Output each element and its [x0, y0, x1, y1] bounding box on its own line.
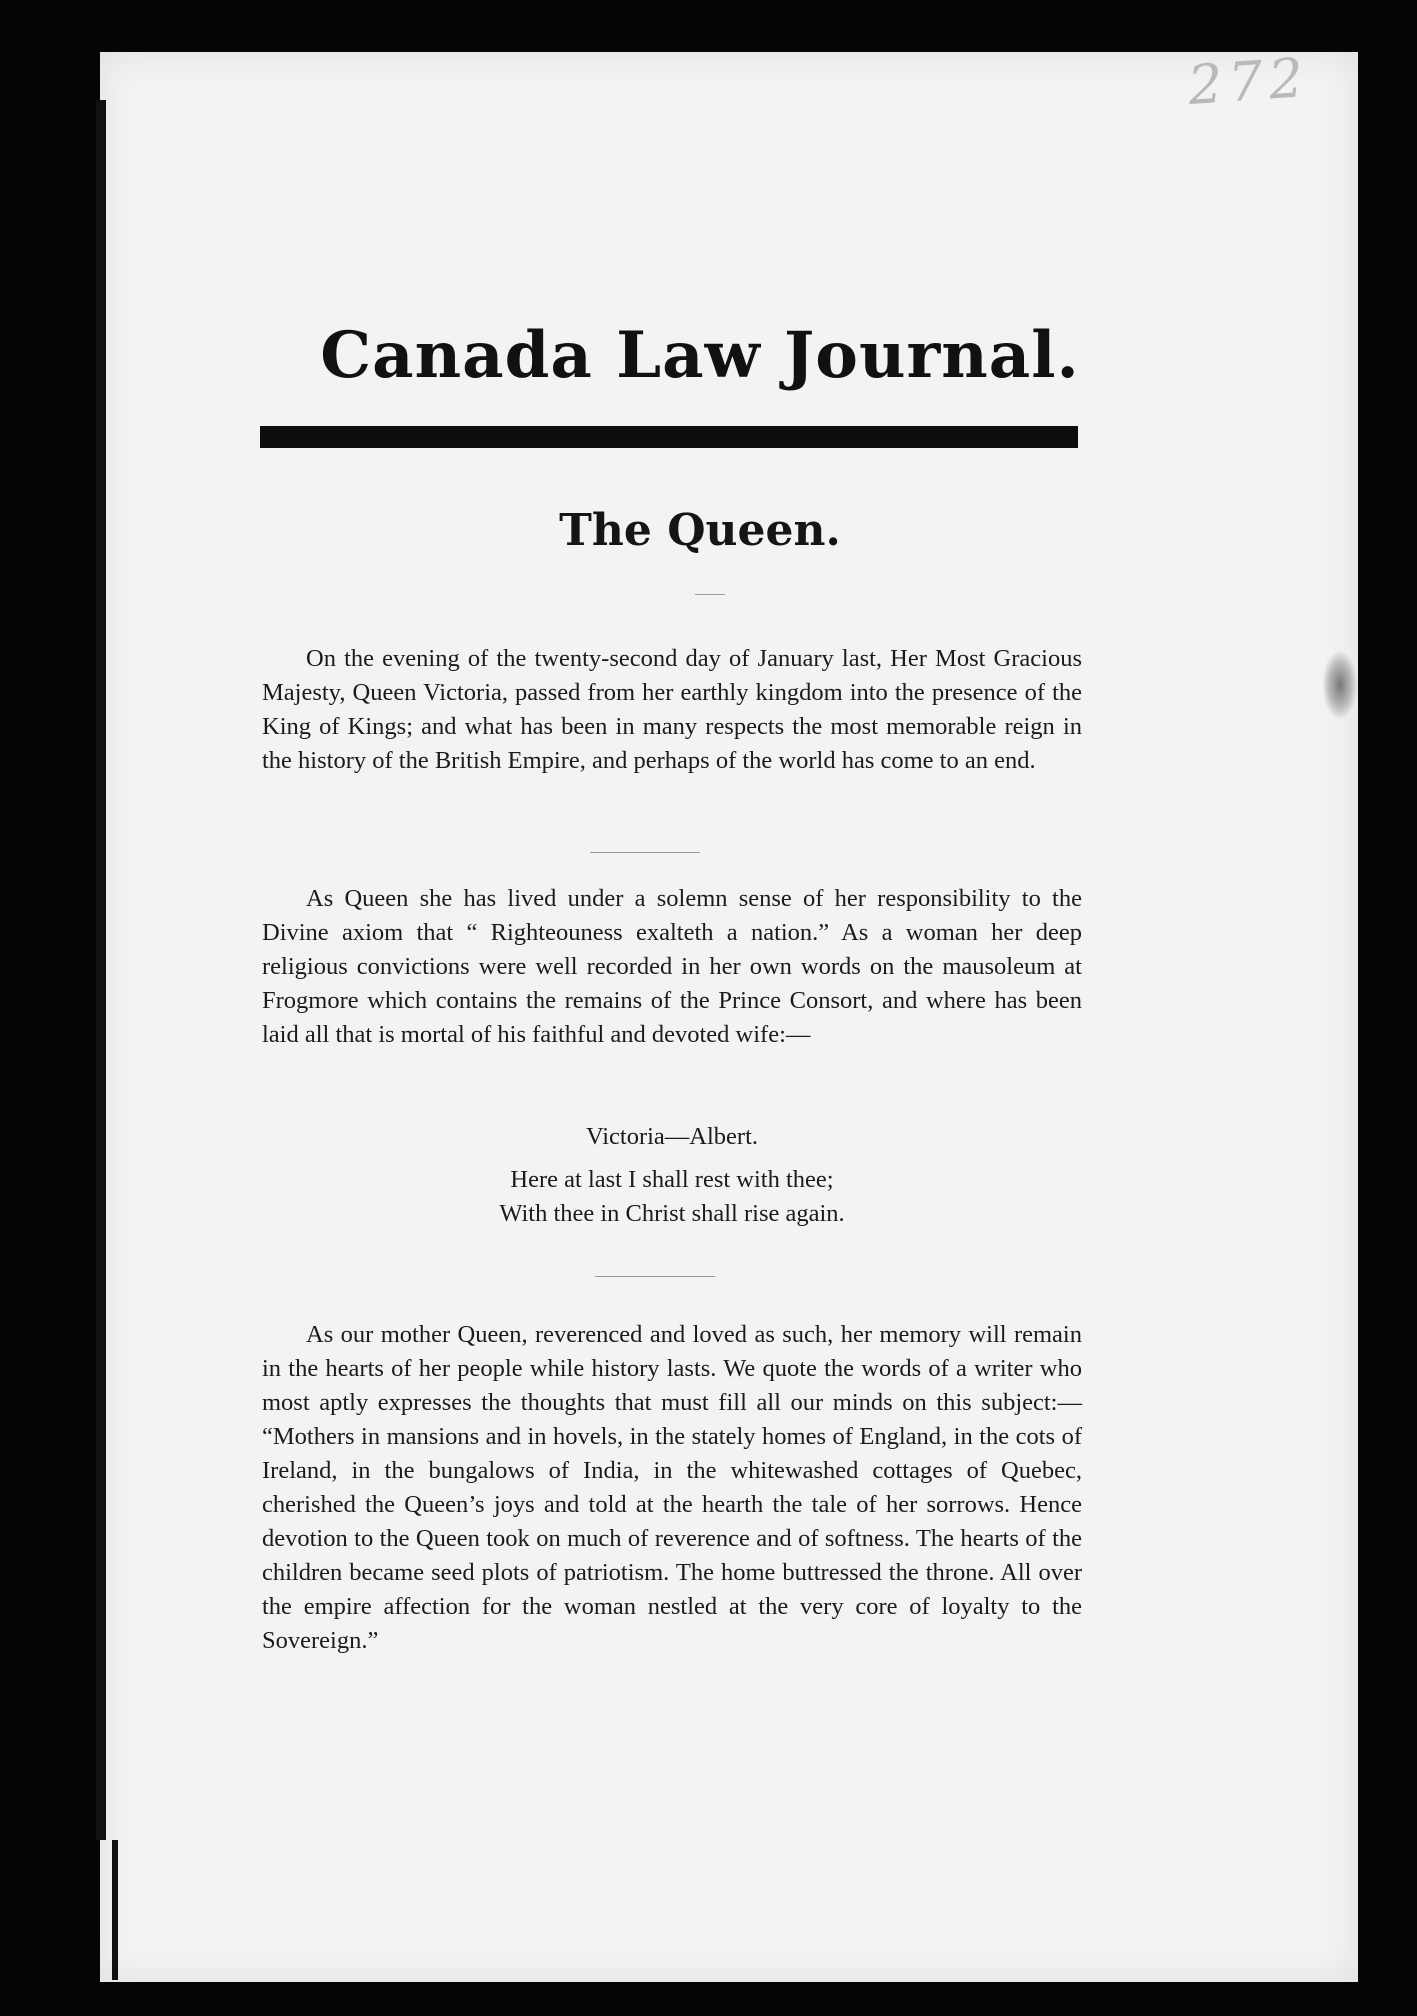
inscription-names: Victoria—Albert. [585, 1123, 758, 1150]
paper-stain [1322, 650, 1358, 720]
article-heading: The Queen. [559, 505, 841, 556]
handwritten-page-number: 272 [1185, 45, 1312, 118]
journal-title: Canada Law Journal. [320, 318, 1080, 393]
inscription-line-1: Here at last I shall rest with thee; [510, 1166, 834, 1193]
inscription-line-2: With thee in Christ shall rise again. [499, 1200, 845, 1227]
title-rule [260, 426, 1078, 448]
separator-rule [590, 852, 700, 853]
separator-rule [695, 594, 725, 595]
article-paragraph-1: On the evening of the twenty-second day of January last, Her Most Gracious Majesty, Queen Victoria, passed from her earthly kingdom into the presence of the King of Kings; and what has been in many respects the most memorable reign in the history of the British Empire, and perhaps of the world has come to an end. [262, 645, 1082, 774]
closing-paragraph: As our mother Queen, reverenced and loved as such, her memory will remain in the hearts of her people while history lasts. We quote the words of a writer who most aptly expresses the thoughts that must fill all our minds on this subject:— “Mothers in mansions and in hovels, in the stately homes of England, in the cots of Ireland, in the bungalows of India, in the whitewashed cottages of Quebec, cherished the Queen’s joys and told at the hearth the tale of her sorrows. Hence devotion to the Queen took on much of reverence and of softness. The hearts of the children became seed plots of patriotism. The home buttressed the throne. All over the empire affection for the woman nestled at the very core of loyalty to the Sovereign.” [262, 1321, 1082, 1654]
separator-rule [595, 1276, 715, 1277]
article-paragraph-2: As Queen she has lived under a solemn sense of her responsibility to the Divine axiom that “ Righteouness exalteth a nation.” As a woman her deep religious convictions were well recorded in her own words on the mausoleum at Frogmore which contains the remains of the Prince Consort, and where has been laid all that is mortal of his faithful and devoted wife:— [262, 885, 1082, 1048]
page-margin-line [96, 100, 106, 1840]
page-margin-line-bottom [112, 1840, 118, 1980]
